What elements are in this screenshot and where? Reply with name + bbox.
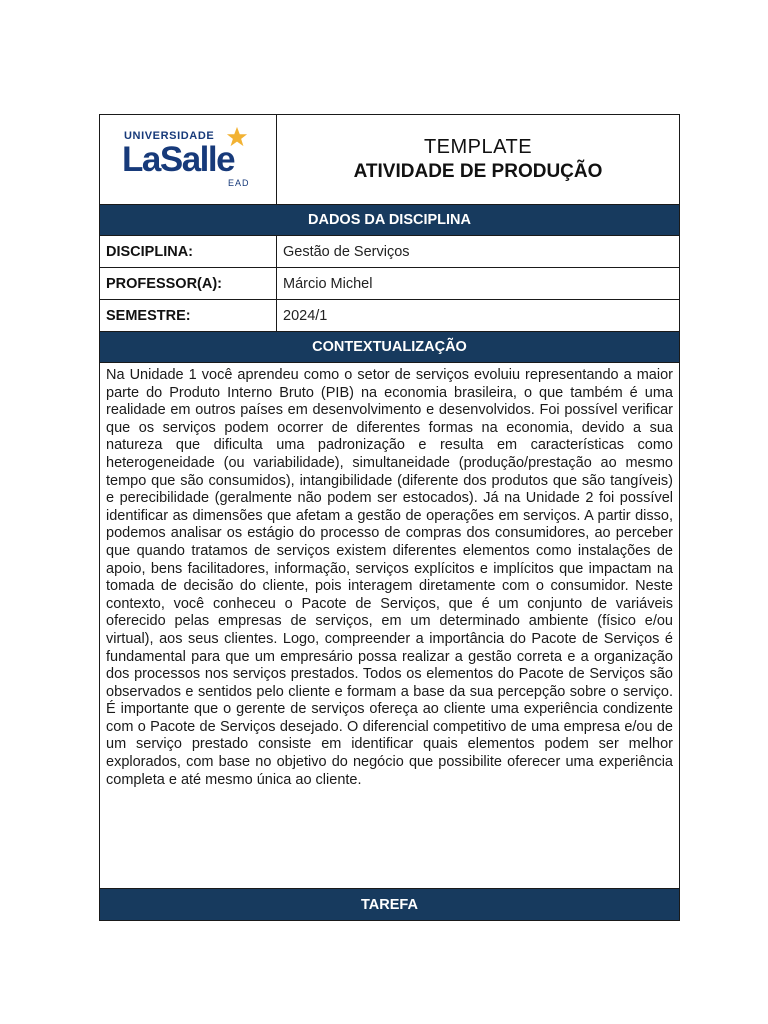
- professor-label: PROFESSOR(A):: [100, 268, 277, 299]
- lasalle-logo: [122, 130, 254, 190]
- semestre-label: SEMESTRE:: [100, 300, 277, 331]
- section-header-tarefa: TAREFA: [100, 889, 679, 920]
- logo-cell: [100, 115, 277, 204]
- section-header-dados: DADOS DA DISCIPLINA: [100, 205, 679, 236]
- title-cell: [277, 115, 679, 204]
- activity-title: ATIVIDADE DE PRODUÇÃO: [353, 161, 603, 182]
- field-row-disciplina: [100, 236, 679, 268]
- semestre-value: 2024/1: [283, 307, 328, 324]
- context-paragraph: Na Unidade 1 você aprendeu como o setor de serviços evoluiu representando a maior parte do Produto Interno Bruto (PIB) na economia brasileira, o que também é uma realidade em outros países em desenvolvimento e desenvolvidos. Foi possível verificar que os serviços podem ocorrer de diferentes formas na economia, devido a sua natureza que dificulta uma padronização e resulta em características como heterogeneidade (ou variabilidade), simultaneidade (produção/prestação ao mesmo tempo que são consumidos), intangibilidade (diferente dos produtos que são tangíveis) e perecibilidade (geralmente não podem ser estocados). Já na Unidade 2 foi possível identificar as dimensões que afetam a gestão de operações em serviços. A partir disso, podemos analisar os estágio do processo de compras dos consumidores, ao perceber que quando tratamos de serviços existem diferentes elementos como instalações de apoio, bens facilitadores, informação, serviços explícitos e implícitos que impactam na tomada de decisão do cliente, pois interagem diretamente com o consumidor. Neste contexto, você conheceu o Pacote de Serviços, que é um conjunto de variáveis oferecido pelas empresas de serviços, em um determinado ambiente (físico e/ou virtual), aos seus clientes. Logo, compreender a importância do Pacote de Serviços é fundamental para que um empresário possa realizar a gestão correta e a organização dos processos nos serviços prestados. Todos os elementos do Pacote de Serviços são observados e sentidos pelo cliente e formam a base da sua percepção sobre o serviço. É importante que o gerente de serviços ofereça ao cliente uma experiência condizente com o Pacote de Serviços desejado. O diferencial competitivo de uma empresa e/ou de um serviço prestado consiste em identificar quais elementos podem ser melhor explorados, com base no objetivo do negócio que possibilite oferecer uma experiência completa e até mesmo única ao cliente.: [106, 367, 673, 788]
- section-header-contexto: CONTEXTUALIZAÇÃO: [100, 332, 679, 363]
- logo-brand-text: LaSalle: [122, 139, 235, 179]
- document-table: [99, 114, 680, 921]
- field-row-semestre: [100, 300, 679, 332]
- header-row: [100, 115, 679, 205]
- professor-value: Márcio Michel: [283, 275, 373, 292]
- logo-university-text: UNIVERSIDADE: [124, 129, 215, 142]
- context-row: [100, 363, 679, 889]
- template-title: TEMPLATE: [423, 136, 533, 158]
- disciplina-label: DISCIPLINA:: [100, 236, 277, 267]
- disciplina-value: Gestão de Serviços: [283, 243, 410, 260]
- logo-ead-text: EAD: [228, 177, 250, 188]
- field-row-professor: [100, 268, 679, 300]
